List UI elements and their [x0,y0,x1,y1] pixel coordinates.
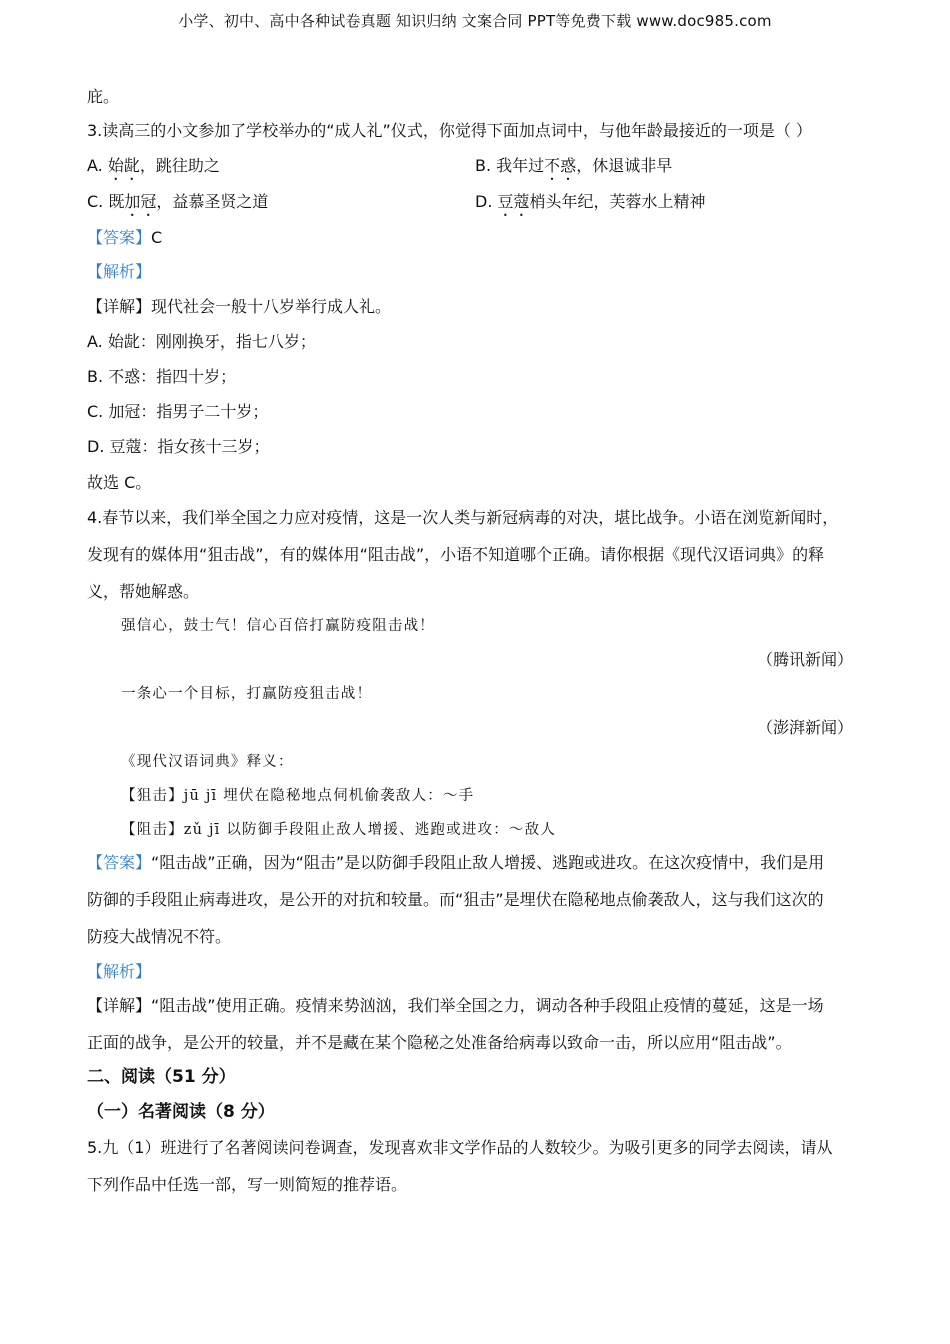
option-text: ，益慕圣贤之道 [156,192,269,211]
q4-answer-line-3: 防疫大战情况不符。 [87,927,232,946]
q3-explanation-a: A. 始龀：刚刚换牙，指七八岁； [87,332,316,351]
q4-detail-line-2: 正面的战争，是公开的较量，并不是藏在某个隐秘之处准备给病毒以致命一击，所以应用“阻击战”。 [87,1033,792,1052]
continued-text: 庇。 [87,87,120,106]
option-text: 既 [108,192,125,211]
answer-tag: 【答案】 [87,228,152,247]
q3-conclusion: 故选 C。 [87,473,152,492]
option-letter: C. [87,192,104,211]
q4-answer-line-2: 防御的手段阻止病毒进攻，是公开的对抗和较量。而“狙击”是埋伏在隐秘地点偷袭敌人，这与我们这次的 [87,890,824,909]
q4-answer-line-1 [87,852,824,874]
answer-value: C [151,228,163,247]
option-text: 我年过 [496,156,545,175]
option-text: ，跳往助之 [139,156,220,175]
q4-source-2: （澎湃新闻） [756,718,853,737]
q3-option-a [87,155,220,184]
q5-stem-line-1: 5.九（1）班进行了名著阅读问卷调查，发现喜欢非文学作品的人数较少。为吸引更多的同学去阅读，请从 [87,1138,833,1157]
q3-option-d [475,191,706,220]
q3-explanation-c: C. 加冠：指男子二十岁； [87,402,269,421]
q4-dict-entry-1: 【狙击】jū jī 埋伏在隐秘地点伺机偷袭敌人：～手 [121,788,475,804]
q4-dict-title: 《现代汉语词典》释义： [121,754,294,770]
option-text: ，休退诚非早 [576,156,673,175]
q3-stem: 3.读高三的小文参加了学校举办的“成人礼”仪式，你觉得下面加点词中，与他年龄最接近的一项是（ ） [87,121,812,140]
q3-detail: 【详解】现代社会一般十八岁举行成人礼。 [87,297,392,316]
q4-source-1: （腾讯新闻） [756,650,853,669]
q4-quote-1: 强信心，鼓士气！信心百倍打赢防疫阻击战！ [121,618,435,634]
option-letter: B. [475,156,492,175]
option-keyword: 始龀 [107,156,140,175]
answer-tag: 【答案】 [87,853,152,872]
section-2-1-heading: （一）名著阅读（8 分） [87,1102,275,1122]
q4-quote-2: 一条心一个目标，打赢防疫狙击战！ [121,686,373,702]
option-text: 梢头年纪，芙蓉水上精神 [529,192,706,211]
answer-text: “阻击战”正确，因为“阻击”是以防御手段阻止敌人增援、逃跑或进攻。在这次疫情中，我们是用 [151,853,825,872]
q3-answer [87,227,162,249]
q4-stem-line-2: 发现有的媒体用“狙击战”，有的媒体用“阻击战”，小语不知道哪个正确。请你根据《现代汉语词典》的释 [87,545,825,564]
option-letter: A. [87,156,103,175]
q4-dict-entry-2: 【阻击】zǔ jī 以防御手段阻止敌人增援、逃跑或进攻：～敌人 [121,822,557,838]
q5-stem-line-2: 下列作品中任选一部，写一则简短的推荐语。 [87,1175,408,1194]
option-keyword: 豆蔻 [497,192,530,211]
section-2-heading: 二、阅读（51 分） [87,1067,236,1087]
q4-stem-line-1: 4.春节以来，我们举全国之力应对疫情，这是一次人类与新冠病毒的对决，堪比战争。小语在浏览新闻时， [87,508,839,527]
q3-option-b [475,155,672,184]
q3-explanation-b: B. 不惑：指四十岁； [87,367,237,386]
option-keyword: 加冠 [124,192,157,211]
page-header: 小学、初中、高中各种试卷真题 知识归纳 文案合同 PPT等免费下载 www.doc985.com [178,12,772,30]
option-letter: D. [475,192,493,211]
q4-analysis-tag: 【解析】 [87,962,152,981]
q4-detail-line-1: 【详解】“阻击战”使用正确。疫情来势汹汹，我们举全国之力，调动各种手段阻止疫情的蔓延，这是一场 [87,996,824,1015]
q3-explanation-d: D. 豆蔻：指女孩十三岁； [87,437,270,456]
q3-analysis-tag: 【解析】 [87,262,152,281]
q3-option-c [87,191,268,220]
q4-stem-line-3: 义，帮她解惑。 [87,582,200,601]
option-keyword: 不惑 [544,156,577,175]
